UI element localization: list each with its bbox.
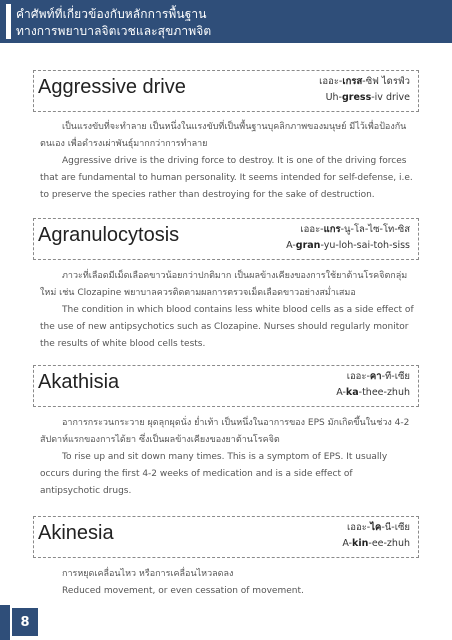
page-number: 8 [12, 608, 38, 636]
english-description: To rise up and sit down many times. This is a symptom of EPS. It usually occurs during the first 4-2 weeks of medication and is a side effect of antipsychotic drugs. [40, 452, 388, 496]
term-description [40, 119, 415, 204]
thai-pronunciation: เออะ-คา-ที-เซีย [346, 371, 410, 382]
header-title-line2: ทางการพยาบาลจิตเวชและสุขภาพจิต [16, 24, 212, 38]
term-title: Aggressive drive [38, 76, 186, 98]
term-description [40, 566, 415, 600]
term-description [40, 415, 415, 500]
english-pronunciation: A-gran-yu-loh-sai-toh-siss [286, 240, 410, 251]
term-box [33, 70, 419, 112]
term-box [33, 516, 419, 558]
english-description: The condition in which blood contains less white blood cells as a side effect of the use of new antipsychotics such as Clozapine. Nurses should regularly monitor the results of white blood cells tests. [40, 305, 414, 349]
thai-pronunciation: เออะ-แกร-นู-โล-ไซ-โท-ซิส [300, 224, 410, 235]
term-box [33, 365, 419, 407]
thai-pronunciation: เออะ-เกรส-ซิฟ ไดรฟ์ว [319, 76, 410, 87]
english-pronunciation: A-ka-thee-zhuh [336, 387, 410, 398]
thai-description: อาการกระวนกระวาย ผุดลุกผุดนั่ง ย่ำเท้า เป็นหนึ่งในอาการของ EPS มักเกิดขึ้นในช่วง 4-2 สัปดาห์แรกของการได้ยา ซึ่งเป็นผลข้างเคียงของยาต้านโรคจิต [40, 418, 410, 445]
thai-description: ภาวะที่เลือดมีเม็ดเลือดขาวน้อยกว่าปกติมาก เป็นผลข้างเคียงของการใช้ยาต้านโรคจิตกลุ่มใหม่ เช่น Clozapine พยาบาลควรติดตามผลการตรวจเม็ดเลือดขาวอย่างสม่ำเสมอ [40, 271, 408, 298]
english-pronunciation: Uh-gress-iv drive [325, 92, 410, 103]
term-title: Agranulocytosis [38, 224, 180, 246]
term-description [40, 268, 415, 353]
header-title-line1: คำศัพท์ที่เกี่ยวข้องกับหลักการพื้นฐาน [16, 7, 207, 21]
term-title: Akinesia [38, 522, 114, 544]
term-title: Akathisia [38, 371, 120, 393]
english-description: Reduced movement, or even cessation of movement. [62, 586, 304, 596]
term-box [33, 218, 419, 260]
thai-description: การหยุดเคลื่อนไหว หรือการเคลื่อนไหวลดลง [62, 569, 234, 579]
english-description: Aggressive drive is the driving force to destroy. It is one of the driving forces that are fundamental to human personality. It seems intended for self-defense, i.e. to preserve the species rather than destroying for the sake of destruction. [40, 156, 413, 200]
page-header [0, 0, 452, 43]
thai-description: เป็นแรงขับที่จะทำลาย เป็นหนึ่งในแรงขับที่เป็นพื้นฐานบุคลิกภาพของมนุษย์ มีไว้เพื่อป้องกันตนเอง เพื่อดำรงเผ่าพันธุ์มากกว่าการทำลาย [40, 122, 407, 149]
thai-pronunciation: เออะ-ไค-นี-เซีย [347, 522, 410, 533]
header-accent-bar [6, 4, 11, 39]
footer-side-bar [0, 605, 10, 640]
english-pronunciation: A-kin-ee-zhuh [342, 538, 410, 549]
